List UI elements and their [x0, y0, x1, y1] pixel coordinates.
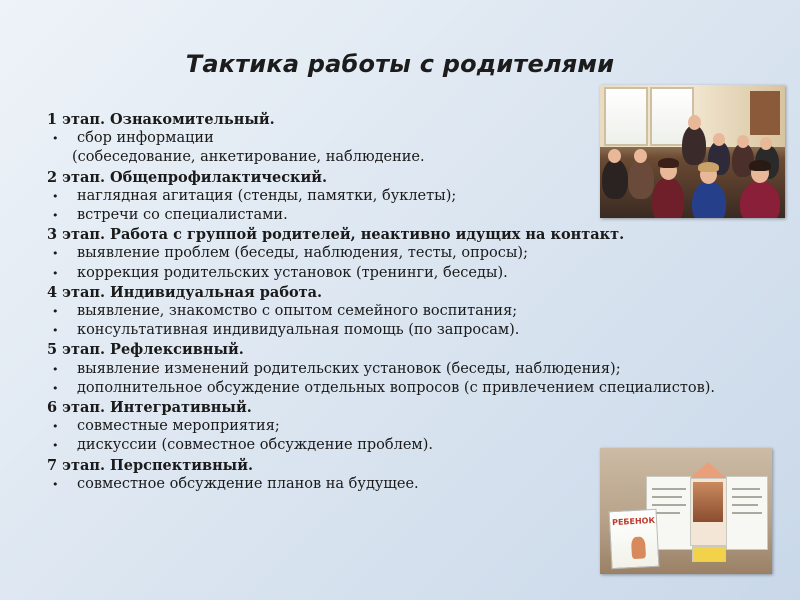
stage-6-heading: 6 этап. Интегративный.: [47, 399, 252, 417]
photo-person: [602, 159, 628, 199]
stand-text-line: [652, 496, 682, 498]
photo-person: [692, 181, 726, 218]
photo-window: [604, 87, 648, 146]
stand-book: [609, 509, 660, 569]
list-item: [47, 321, 767, 340]
stand-text-line: [652, 504, 686, 506]
stand-portrait-image: [693, 482, 723, 522]
bullet-icon: •: [52, 266, 59, 280]
stand-roof-icon: [690, 462, 726, 478]
stand-text-line: [732, 504, 758, 506]
list-item: [47, 264, 767, 283]
list-item-text: выявление проблем (беседы, наблюдения, тесты, опросы);: [77, 245, 528, 262]
list-item-text: наглядная агитация (стенды, памятки, буклеты);: [77, 187, 457, 204]
info-stand-photo: [600, 448, 772, 574]
photo-head: [688, 115, 701, 130]
stage-3-heading: 3 этап. Работа с группой родителей, неактивно идущих на контакт.: [47, 226, 625, 244]
list-item-text: дискуссии (совместное обсуждение проблем).: [77, 437, 433, 454]
photo-head: [634, 149, 647, 163]
photo-person: [740, 181, 780, 218]
list-item-text: совместное обсуждение планов на будущее.: [77, 475, 419, 492]
slide-title: Тактика работы с родителями: [185, 50, 615, 78]
stage-5-heading: 5 этап. Рефлексивный.: [47, 341, 244, 359]
list-item-text: выявление, знакомство с опытом семейного воспитания;: [77, 303, 518, 320]
stand-text-line: [732, 512, 762, 514]
list-item: [47, 302, 767, 321]
photo-board: [750, 91, 780, 135]
photo-hair: [658, 158, 679, 168]
bullet-icon: •: [52, 420, 59, 434]
list-item-text: встречи со специалистами.: [77, 207, 288, 224]
stand-text-line: [652, 488, 686, 490]
stage-7-heading: 7 этап. Перспективный.: [47, 456, 254, 474]
list-item: [47, 244, 767, 263]
list-item: [47, 360, 767, 379]
photo-hair: [749, 160, 771, 171]
list-item-text: консультативная индивидуальная помощь (по запросам).: [77, 322, 520, 339]
book-figure-icon: [631, 536, 646, 559]
stage-4-heading: 4 этап. Индивидуальная работа.: [47, 283, 323, 301]
list-item-text: коррекция родительских установок (тренинги, беседы).: [77, 264, 508, 281]
photo-head: [608, 149, 621, 163]
parents-meeting-photo: [600, 85, 785, 218]
list-item-text: совместные мероприятия;: [77, 418, 280, 435]
bullet-icon: •: [52, 305, 59, 319]
book-title: РЕБЕНОК: [611, 515, 656, 528]
list-item-text: выявление изменений родительских установок (беседы, наблюдения);: [77, 360, 621, 377]
stand-text-line: [732, 496, 762, 498]
photo-hair: [698, 162, 719, 172]
bullet-icon: •: [52, 132, 59, 146]
bullet-icon: •: [52, 209, 59, 223]
photo-head: [713, 133, 725, 146]
stand-yellow-block: [692, 546, 726, 562]
bullet-icon: •: [52, 247, 59, 261]
stand-text-line: [732, 488, 760, 490]
stage-2-heading: 2 этап. Общепрофилактический.: [47, 168, 328, 186]
list-item: [47, 417, 767, 436]
photo-person: [628, 159, 654, 199]
list-item: [47, 379, 767, 398]
list-item-text: сбор информации: [77, 130, 214, 147]
bullet-icon: •: [52, 324, 59, 338]
bullet-icon: •: [52, 362, 59, 376]
bullet-icon: •: [52, 477, 59, 491]
photo-person: [652, 177, 684, 218]
photo-head: [760, 137, 772, 150]
stage-1-heading: 1 этап. Ознакомительный.: [47, 111, 275, 128]
photo-head: [737, 135, 749, 148]
bullet-icon: •: [52, 439, 59, 453]
stage-1-note: (собеседование, анкетирование, наблюдение.: [72, 149, 425, 166]
bullet-icon: •: [52, 381, 59, 395]
bullet-icon: •: [52, 189, 59, 203]
photo-person: [682, 125, 706, 165]
list-item-text: дополнительное обсуждение отдельных вопросов (с привлечением специалистов).: [77, 379, 716, 396]
